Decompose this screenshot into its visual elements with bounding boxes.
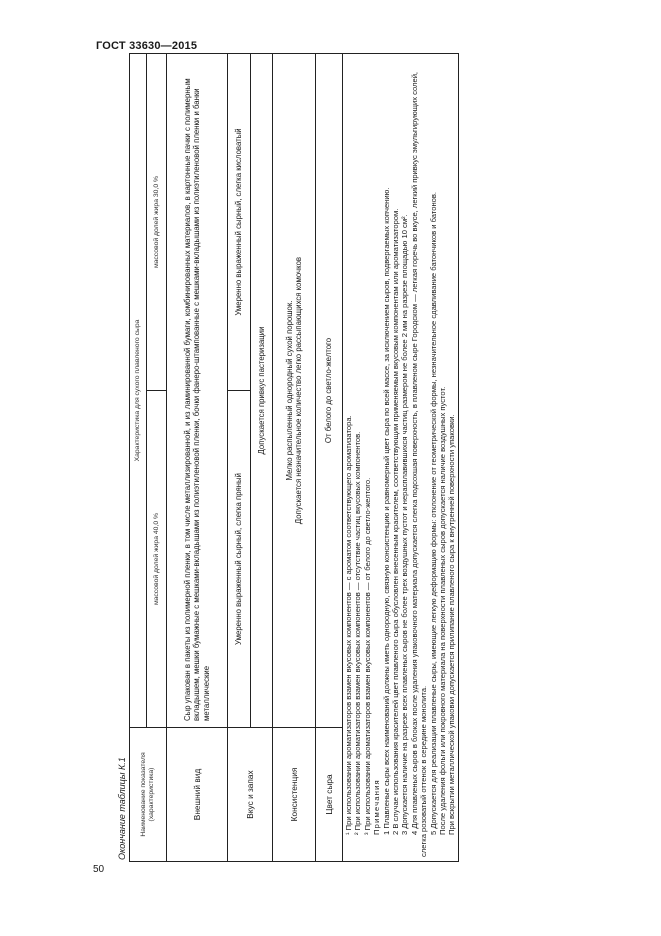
taste-common-value: Допускается привкус пастеризации [250, 53, 273, 727]
standard-header: ГОСТ 33630—2015 [96, 40, 198, 52]
note-7: При вскрытии металлической упаковки допускается прилипание плавленого сыра к внутренней поверхности упаковки. [447, 414, 457, 835]
footnote-1: ¹ При использовании ароматизаторов взамен вкусовых компонентов — с ароматом соответствующего ароматизатора. [344, 415, 353, 835]
table-row [273, 53, 316, 861]
table-caption: Окончание таблицы К.1 [117, 757, 127, 860]
appearance-value: Сыр упакован в пакеты из полимерной пленки, в том числе металлизированной, и из ламинированной бумаги, комбинированных материалов, в картонные пачки с полимерным вкладышем, мешки бумажные с мешками-вкладышами из полиэтиленовой пленки, бочки фанеро-штампованные с мешками-вкладышами из полиэтиленовой пленки и банки металлические [167, 53, 228, 727]
color-value: От белого до светло-желтого [316, 53, 343, 727]
landscape-content [116, 54, 503, 862]
note-6: После удаления фольги или покровного материала на поверхности плавленых сыров допускается наличие воздушных пустот. [438, 386, 448, 835]
note-2: 2 В случае использования красителей цвет плавленого сыра обусловлен внесенным красителем, соответствующим применяемым вкусовым компонентам или ароматизатором. [391, 208, 401, 835]
consistency-value [273, 53, 316, 727]
param-column-header: Наименование показателя (характеристика) [130, 728, 167, 862]
note-3: 3 Допускается наличие на разрезе всех плавленых сыров не более трех воздушных пустот и нерасплавившихся частиц размером не более 2 мм на разрезе площадью 10 см². [400, 214, 410, 835]
taste-value-30: Умеренно выраженный сырный, слегка кисловатый [228, 53, 251, 390]
notes-cell [343, 53, 459, 861]
footnote-3: ³ При использовании ароматизаторов взамен вкусовых компонентов — от белого до светло-желтого. [362, 477, 372, 835]
table-row [228, 53, 251, 861]
table-row [167, 53, 228, 861]
note-4: 4 Для плавленых сыров в блоках после удаления упаковочного материала допускается слегка подсохшая поверхность, в плавленом сыре Городском — легкая горечь во вкусе, легкий привкус эмульгирующих солей, слегка розоватый оттенок в середине монолита. [409, 71, 429, 857]
consistency-line-1: Мелко распыленный однородный сухой порошок. [284, 300, 294, 481]
fat-30-subheader: массовой долей жира 30,0 % [147, 53, 167, 390]
param-consistency: Консистенция [273, 728, 316, 862]
table-header-row [130, 53, 147, 861]
note-5: 5 Допускается для реализации плавленые сыры, имеющие легкую деформацию формы: отклонение от геометрической формы, незначительное сдавливание батончиков и батонов. [428, 191, 438, 835]
notes-row [343, 53, 459, 861]
cheese-characteristics-table [129, 53, 459, 862]
rotated-table-frame [116, 54, 503, 862]
param-taste-smell: Вкус и запах [228, 728, 273, 862]
consistency-line-2: Допускается незначительное количество легко рассыпающихся комочков [294, 256, 303, 525]
page-number: 50 [93, 864, 105, 875]
table-row [316, 53, 343, 861]
param-color: Цвет сыра [316, 728, 343, 862]
footnote-2: ² При использовании ароматизаторов взамен вкусовых компонентов — отсутствие частиц вкусовых компонентов. [353, 431, 363, 835]
param-appearance: Внешний вид [167, 728, 228, 862]
note-1: 1 Плавленые сыры всех наименований должны иметь однородную, связную консистенцию и равномерный цвет сыра по всей массе, за исключением сыров, подвергаемых копчению. [381, 187, 391, 835]
notes-title: Примечания [372, 779, 382, 835]
characteristic-column-header: Характеристика для сухого плавленого сыра [130, 53, 147, 727]
taste-value-40: Умеренно выраженный сырный, слегка пряный [228, 391, 251, 728]
fat-40-subheader: массовой долей жира 40,0 % [147, 391, 167, 728]
